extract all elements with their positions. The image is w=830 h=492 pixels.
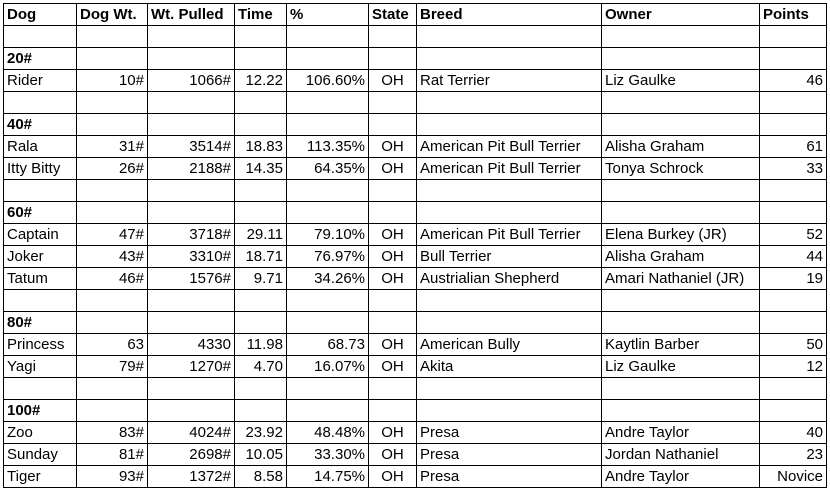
table-row — [4, 224, 827, 246]
empty-cell — [417, 92, 602, 114]
empty-cell — [369, 26, 417, 48]
dog-name: Joker — [4, 246, 77, 268]
empty-cell — [369, 312, 417, 334]
empty-cell — [287, 92, 369, 114]
owner: Jordan Nathaniel — [602, 444, 760, 466]
breed: American Bully — [417, 334, 602, 356]
weight-pulled: 3514# — [148, 136, 235, 158]
breed: Presa — [417, 466, 602, 488]
dog-weight: 47# — [77, 224, 148, 246]
weight-pulled: 1576# — [148, 268, 235, 290]
owner: Alisha Graham — [602, 136, 760, 158]
dog-name: Tatum — [4, 268, 77, 290]
table-row — [4, 158, 827, 180]
spacer-row — [4, 26, 827, 48]
points: 40 — [760, 422, 827, 444]
time: 4.70 — [235, 356, 287, 378]
empty-cell — [4, 290, 77, 312]
state: OH — [369, 334, 417, 356]
empty-cell — [235, 312, 287, 334]
empty-cell — [760, 202, 827, 224]
points: 23 — [760, 444, 827, 466]
dog-weight: 10# — [77, 70, 148, 92]
spacer-row — [4, 92, 827, 114]
empty-cell — [602, 400, 760, 422]
empty-cell — [369, 180, 417, 202]
points: 61 — [760, 136, 827, 158]
empty-cell — [760, 26, 827, 48]
empty-cell — [4, 92, 77, 114]
empty-cell — [602, 202, 760, 224]
owner: Amari Nathaniel (JR) — [602, 268, 760, 290]
percent: 68.73 — [287, 334, 369, 356]
time: 18.83 — [235, 136, 287, 158]
dog-weight: 46# — [77, 268, 148, 290]
empty-cell — [417, 26, 602, 48]
dog-name: Tiger — [4, 466, 77, 488]
weight-class-label: 60# — [4, 202, 77, 224]
table-row — [4, 422, 827, 444]
weight-pulled: 1066# — [148, 70, 235, 92]
empty-cell — [235, 114, 287, 136]
empty-cell — [602, 290, 760, 312]
state: OH — [369, 136, 417, 158]
table-row — [4, 334, 827, 356]
table-row — [4, 70, 827, 92]
empty-cell — [148, 48, 235, 70]
empty-cell — [287, 378, 369, 400]
owner: Andre Taylor — [602, 466, 760, 488]
empty-cell — [148, 180, 235, 202]
empty-cell — [602, 312, 760, 334]
empty-cell — [235, 48, 287, 70]
empty-cell — [760, 378, 827, 400]
empty-cell — [148, 92, 235, 114]
points: Novice — [760, 466, 827, 488]
dog-name: Princess — [4, 334, 77, 356]
state: OH — [369, 268, 417, 290]
empty-cell — [148, 202, 235, 224]
empty-cell — [760, 48, 827, 70]
weight-class-label: 40# — [4, 114, 77, 136]
weight-class-row — [4, 48, 827, 70]
points: 33 — [760, 158, 827, 180]
state: OH — [369, 158, 417, 180]
weight-pulled: 1270# — [148, 356, 235, 378]
empty-cell — [760, 312, 827, 334]
breed: American Pit Bull Terrier — [417, 224, 602, 246]
empty-cell — [77, 48, 148, 70]
owner: Alisha Graham — [602, 246, 760, 268]
state: OH — [369, 70, 417, 92]
dog-name: Rala — [4, 136, 77, 158]
empty-cell — [760, 290, 827, 312]
empty-cell — [235, 180, 287, 202]
empty-cell — [602, 180, 760, 202]
header-state: State — [369, 4, 417, 26]
empty-cell — [287, 26, 369, 48]
time: 10.05 — [235, 444, 287, 466]
points: 46 — [760, 70, 827, 92]
header-breed: Breed — [417, 4, 602, 26]
weight-class-label: 100# — [4, 400, 77, 422]
empty-cell — [602, 92, 760, 114]
empty-cell — [602, 114, 760, 136]
dog-name: Captain — [4, 224, 77, 246]
empty-cell — [148, 312, 235, 334]
empty-cell — [369, 92, 417, 114]
empty-cell — [77, 312, 148, 334]
weight-pulled: 2188# — [148, 158, 235, 180]
table-row — [4, 356, 827, 378]
time: 12.22 — [235, 70, 287, 92]
points: 50 — [760, 334, 827, 356]
table-row — [4, 268, 827, 290]
owner: Liz Gaulke — [602, 70, 760, 92]
time: 23.92 — [235, 422, 287, 444]
header-percent: % — [287, 4, 369, 26]
dog-weight: 81# — [77, 444, 148, 466]
empty-cell — [602, 378, 760, 400]
empty-cell — [760, 92, 827, 114]
empty-cell — [148, 290, 235, 312]
empty-cell — [417, 400, 602, 422]
empty-cell — [77, 114, 148, 136]
percent: 106.60% — [287, 70, 369, 92]
percent: 16.07% — [287, 356, 369, 378]
empty-cell — [287, 48, 369, 70]
empty-cell — [369, 48, 417, 70]
empty-cell — [235, 202, 287, 224]
empty-cell — [148, 26, 235, 48]
empty-cell — [369, 378, 417, 400]
empty-cell — [417, 312, 602, 334]
percent: 76.97% — [287, 246, 369, 268]
empty-cell — [760, 400, 827, 422]
weight-pulled: 3310# — [148, 246, 235, 268]
weight-pulled: 3718# — [148, 224, 235, 246]
owner: Tonya Schrock — [602, 158, 760, 180]
state: OH — [369, 246, 417, 268]
dog-weight: 63 — [77, 334, 148, 356]
state: OH — [369, 356, 417, 378]
percent: 33.30% — [287, 444, 369, 466]
dog-weight: 93# — [77, 466, 148, 488]
dog-weight: 79# — [77, 356, 148, 378]
dog-name: Itty Bitty — [4, 158, 77, 180]
empty-cell — [417, 202, 602, 224]
time: 9.71 — [235, 268, 287, 290]
owner: Liz Gaulke — [602, 356, 760, 378]
state: OH — [369, 422, 417, 444]
time: 8.58 — [235, 466, 287, 488]
header-time: Time — [235, 4, 287, 26]
weight-class-row — [4, 114, 827, 136]
empty-cell — [287, 114, 369, 136]
breed: Rat Terrier — [417, 70, 602, 92]
empty-cell — [4, 26, 77, 48]
empty-cell — [602, 48, 760, 70]
header-dog: Dog — [4, 4, 77, 26]
spacer-row — [4, 180, 827, 202]
breed: Presa — [417, 422, 602, 444]
table-row — [4, 246, 827, 268]
time: 18.71 — [235, 246, 287, 268]
owner: Andre Taylor — [602, 422, 760, 444]
empty-cell — [369, 202, 417, 224]
weight-pulled: 2698# — [148, 444, 235, 466]
spacer-row — [4, 290, 827, 312]
empty-cell — [235, 92, 287, 114]
empty-cell — [417, 378, 602, 400]
percent: 79.10% — [287, 224, 369, 246]
empty-cell — [287, 180, 369, 202]
percent: 113.35% — [287, 136, 369, 158]
empty-cell — [602, 26, 760, 48]
dog-weight: 83# — [77, 422, 148, 444]
percent: 64.35% — [287, 158, 369, 180]
empty-cell — [77, 180, 148, 202]
weight-class-row — [4, 312, 827, 334]
percent: 48.48% — [287, 422, 369, 444]
state: OH — [369, 224, 417, 246]
percent: 14.75% — [287, 466, 369, 488]
empty-cell — [77, 92, 148, 114]
empty-cell — [77, 400, 148, 422]
breed: Akita — [417, 356, 602, 378]
header-dog-weight: Dog Wt. — [77, 4, 148, 26]
empty-cell — [235, 26, 287, 48]
percent: 34.26% — [287, 268, 369, 290]
weight-class-label: 20# — [4, 48, 77, 70]
empty-cell — [148, 400, 235, 422]
empty-cell — [235, 290, 287, 312]
time: 29.11 — [235, 224, 287, 246]
points: 12 — [760, 356, 827, 378]
dog-weight: 43# — [77, 246, 148, 268]
empty-cell — [77, 378, 148, 400]
empty-cell — [760, 114, 827, 136]
points: 19 — [760, 268, 827, 290]
weight-pulled: 4024# — [148, 422, 235, 444]
breed: Presa — [417, 444, 602, 466]
empty-cell — [417, 180, 602, 202]
empty-cell — [77, 290, 148, 312]
weight-pulled: 1372# — [148, 466, 235, 488]
table-row — [4, 466, 827, 488]
owner: Kaytlin Barber — [602, 334, 760, 356]
time: 14.35 — [235, 158, 287, 180]
breed: American Pit Bull Terrier — [417, 158, 602, 180]
state: OH — [369, 466, 417, 488]
header-owner: Owner — [602, 4, 760, 26]
empty-cell — [235, 378, 287, 400]
dog-name: Zoo — [4, 422, 77, 444]
empty-cell — [148, 378, 235, 400]
header-row — [4, 4, 827, 26]
empty-cell — [369, 114, 417, 136]
empty-cell — [77, 26, 148, 48]
weight-class-row — [4, 400, 827, 422]
state: OH — [369, 444, 417, 466]
weight-class-row — [4, 202, 827, 224]
empty-cell — [77, 202, 148, 224]
dog-name: Yagi — [4, 356, 77, 378]
empty-cell — [4, 180, 77, 202]
time: 11.98 — [235, 334, 287, 356]
owner: Elena Burkey (JR) — [602, 224, 760, 246]
weight-class-label: 80# — [4, 312, 77, 334]
empty-cell — [417, 114, 602, 136]
empty-cell — [287, 400, 369, 422]
results-table — [3, 3, 827, 488]
empty-cell — [417, 48, 602, 70]
points: 52 — [760, 224, 827, 246]
empty-cell — [417, 290, 602, 312]
breed: American Pit Bull Terrier — [417, 136, 602, 158]
header-weight-pulled: Wt. Pulled — [148, 4, 235, 26]
weight-pulled: 4330 — [148, 334, 235, 356]
breed: Bull Terrier — [417, 246, 602, 268]
empty-cell — [369, 400, 417, 422]
empty-cell — [287, 202, 369, 224]
empty-cell — [369, 290, 417, 312]
dog-weight: 26# — [77, 158, 148, 180]
table-row — [4, 444, 827, 466]
empty-cell — [287, 312, 369, 334]
header-points: Points — [760, 4, 827, 26]
dog-weight: 31# — [77, 136, 148, 158]
dog-name: Sunday — [4, 444, 77, 466]
empty-cell — [760, 180, 827, 202]
empty-cell — [4, 378, 77, 400]
table-row — [4, 136, 827, 158]
points: 44 — [760, 246, 827, 268]
dog-name: Rider — [4, 70, 77, 92]
empty-cell — [287, 290, 369, 312]
spacer-row — [4, 378, 827, 400]
empty-cell — [235, 400, 287, 422]
breed: Austrialian Shepherd — [417, 268, 602, 290]
empty-cell — [148, 114, 235, 136]
